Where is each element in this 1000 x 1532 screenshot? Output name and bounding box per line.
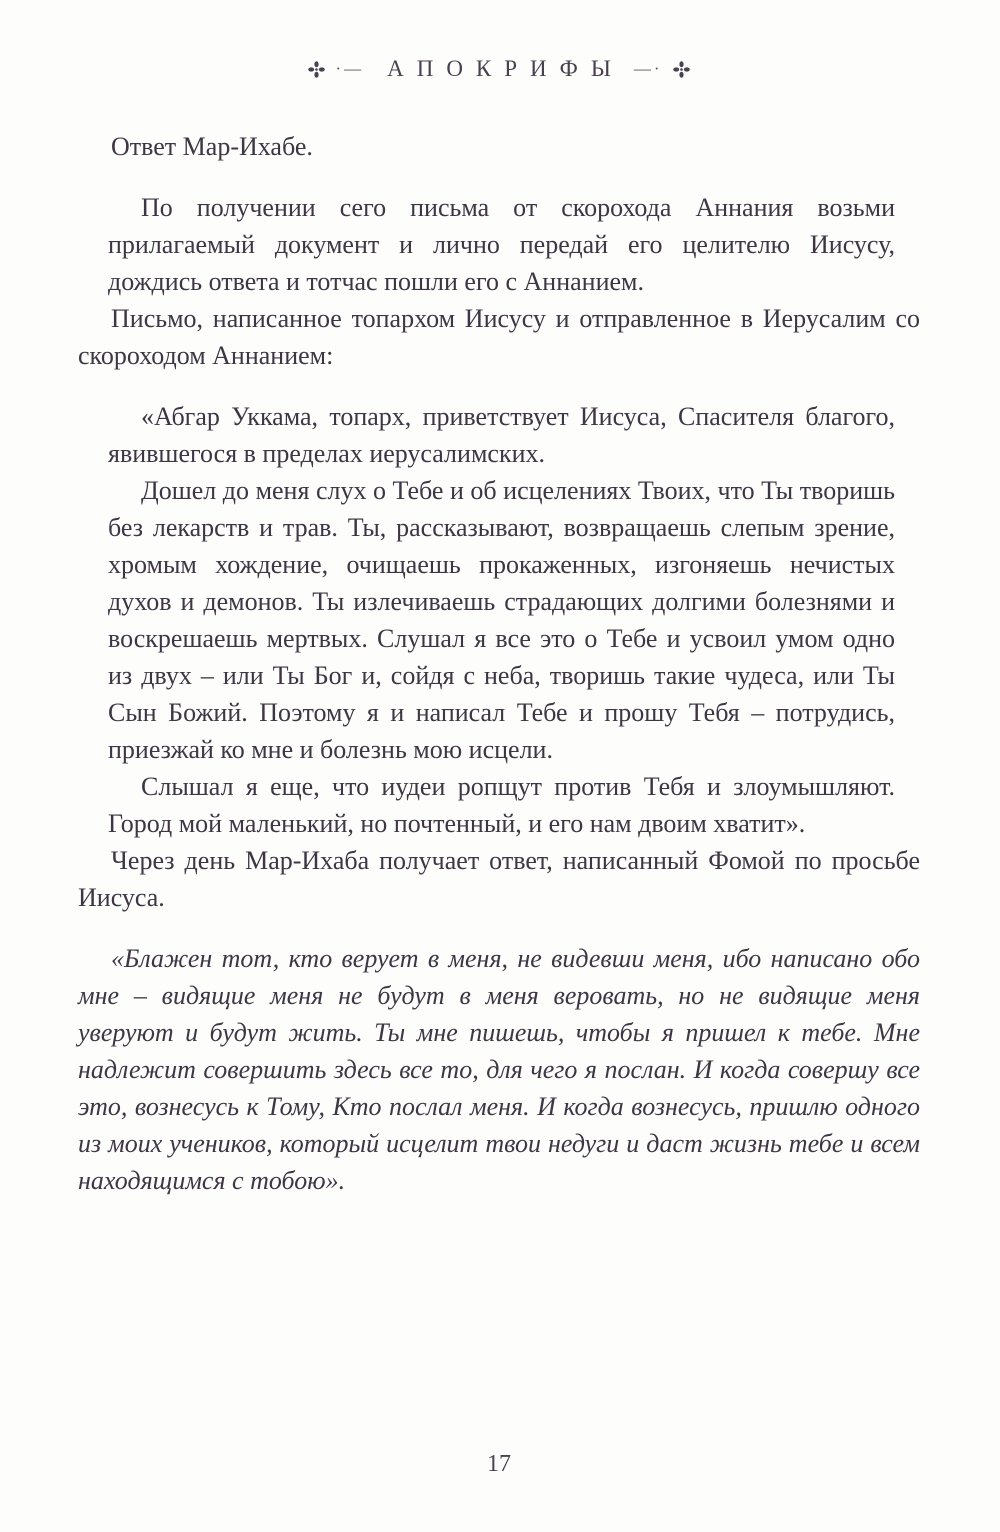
abgar-letter-paragraph-2: Дошел до меня слух о Тебе и об исцелениях Твоих, что Ты творишь без лекарств и трав. Ты, рассказывают, возвращаешь слепым зрение, хромым хождение, очищаешь прокаженных, изгоняешь нечистых духов и демонов. Ты излечиваешь страдающих долгими болезнями и воскрешаешь мертвых. Слушал я все это о Тебе и усвоил умом одно из двух – или Ты Бог и, сойдя с неба, творишь такие чудеса, или Ты Сын Божий. Поэтому я и написал Тебе и прошу Тебя – потрудись, приезжай ко мне и болезнь мою исцели. xyxy=(108,476,895,764)
ornament-right: —· xyxy=(633,59,663,78)
page-footer xyxy=(78,1451,920,1478)
ornament-left: ·— xyxy=(335,59,365,78)
fleuron-left-icon xyxy=(308,61,325,78)
abgar-letter-paragraph-1: «Абгар Уккама, топарх, приветствует Иисуса, Спасителя благого, явившегося в пределах иерусалимских. xyxy=(108,402,895,468)
running-head xyxy=(78,56,920,82)
jesus-reply-paragraph: «Блажен тот, кто верует в меня, не видевши меня, ибо написано обо мне – видящие меня не будут в меня веровать, но не видящие меня уверуют и будут жить. Ты мне пишешь, чтобы я пришел к тебе. Мне надлежит совершить здесь все то, для чего я послан. И когда совершу все это, вознесусь к Тому, Кто послал меня. И когда вознесусь, пришлю одного из моих учеников, который исцелит твои недуги и даст жизнь тебе и всем находящимся с тобою». xyxy=(78,944,920,1195)
paragraph-opening-line: Ответ Мар-Ихабе. xyxy=(111,132,313,161)
paragraph-letter-intro: Письмо, написанное топархом Иисусу и отправленное в Иерусалим со скороходом Аннанием: xyxy=(78,304,920,370)
chapter-running-title: АПОКРИФЫ xyxy=(387,56,624,81)
jesus-reply-block xyxy=(78,940,920,1199)
paragraph-instruction: По получении сего письма от скорохода Аннания возьми прилагаемый документ и лично передай его целителю Иисусу, дождись ответа и тотчас пошли его с Аннанием. xyxy=(108,193,895,296)
abgar-letter-paragraph-3: Слышал я еще, что иудеи ропщут против Тебя и злоумышляют. Город мой маленький, но почтенный, и его нам двоим хватит». xyxy=(108,772,895,838)
paragraph-reply-intro: Через день Мар-Ихаба получает ответ, написанный Фомой по просьбе Иисуса. xyxy=(78,846,920,912)
instruction-block xyxy=(108,189,895,300)
fleuron-right-icon xyxy=(673,61,690,78)
abgar-letter-block xyxy=(108,398,895,842)
page-body xyxy=(78,128,920,1199)
page-number: 17 xyxy=(487,1451,511,1477)
